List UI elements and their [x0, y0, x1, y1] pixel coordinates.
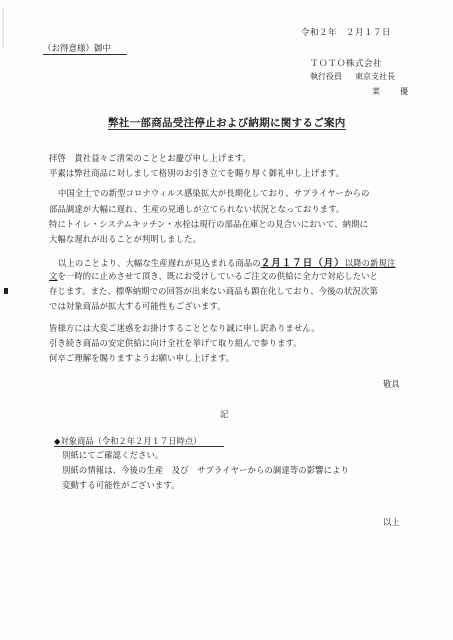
para2-line-4: では対象商品が拡大する可能性もございます。 — [49, 301, 226, 311]
para2-line-2 — [49, 270, 378, 282]
sender-department: 東京支社長 — [355, 72, 395, 81]
section-line-3: 変動する可能性がございます。 — [62, 480, 180, 490]
scan-edge-shadow — [2, 8, 4, 48]
target-products-underline — [54, 446, 224, 447]
para2-line-2-hl: 文 — [49, 271, 58, 281]
sender-name: 菜 優 — [372, 87, 414, 96]
para3-line-3: 何卒ご理解を賜りますようお願い申し上げます。 — [49, 353, 235, 363]
document-date: 令和２年 ２月１７日 — [300, 28, 391, 38]
para3-line-2: 引き続き商品の安定供給に向け全社を挙げて取り組んで参ります。 — [49, 338, 302, 348]
ki-marker: 記 — [220, 409, 229, 419]
sender-title: 執行役員 — [310, 72, 342, 81]
suspension-date: ２月１７日（月） — [260, 258, 345, 269]
para1-line-2: 部品調達が大幅に遅れ、生産の見通しが立てられない状況となっております。 — [49, 204, 345, 214]
para2-line-1-pre: 以上のことより、大幅な生産遅れが見込まれる商品の — [58, 258, 261, 268]
addressee: （お得意様）御中 — [43, 44, 112, 54]
para2-line-3: 存じます。また、標準納期での回答が出来ない商品も顕在化しており、今後の状況次第 — [49, 286, 378, 296]
title-underline — [108, 129, 346, 130]
section-line-1: 別紙にてご確認ください。 — [62, 450, 164, 460]
sender-company: ＴＯＴＯ株式会社 — [310, 59, 383, 69]
para1-line-4: 大幅な遅れが出ることが判明しました。 — [49, 234, 202, 244]
target-products-heading: ◆対象商品（令和２年２月１７日時点） — [54, 436, 202, 446]
para2-line-1-post: 以降の新規注 — [344, 258, 396, 268]
end-marker: 以上 — [383, 517, 400, 527]
greeting-line-1: 拝啓 貴社益々ご清栄のこととお慶び申し上げます。 — [49, 153, 252, 163]
para2-line-2-post: を一時的に止めさせて頂き、既にお受けしているご注文の供給に全力で対応したいと — [57, 271, 379, 281]
greeting-line-2: 平素は弊社商品に対しまして格別のお引き立てを賜り厚く御礼申し上げます。 — [49, 168, 344, 178]
section-line-2: 別紙の情報は、今後の生産 及び サプライヤーからの調達等の影響により — [62, 465, 349, 475]
para2-line-1 — [58, 255, 395, 269]
scan-punch-mark — [4, 288, 8, 294]
addressee-underline — [43, 54, 127, 55]
para3-line-1: 皆様方には大変ご迷惑をお掛けすることとなり誠に申し訳ありません。 — [49, 323, 320, 333]
para1-line-1: 中国全土での新型コロナウィルス感染拡大が長期化しており、サプライヤーからの — [58, 188, 370, 198]
closing-keigu: 敬具 — [383, 379, 400, 389]
document-title: 弊社一部商品受注停止および納期に関するご案内 — [108, 117, 346, 129]
para1-line-3: 特にトイレ・システムキッチン・水栓は現行の部品在庫との見合いにおいて、納期に — [49, 219, 368, 229]
